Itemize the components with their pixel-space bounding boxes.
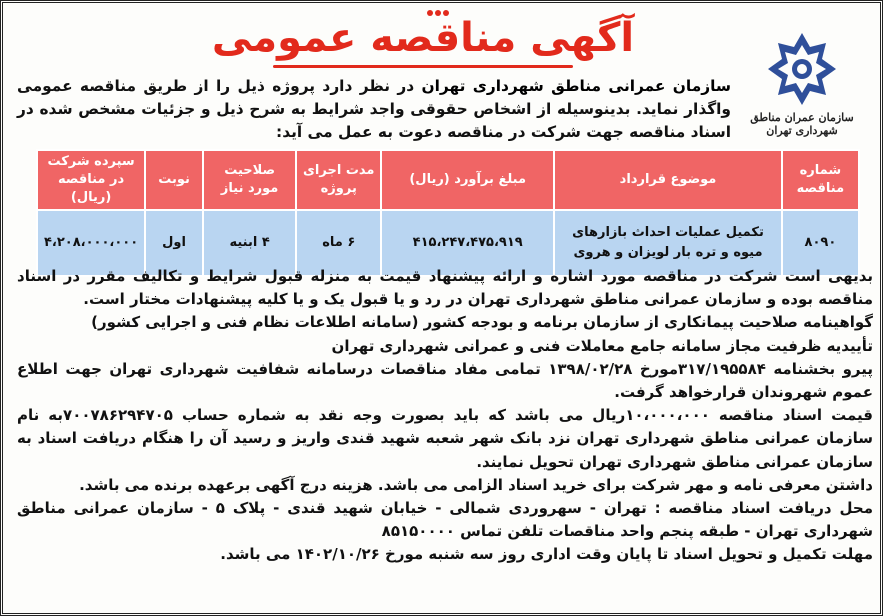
header-qualification: صلاحیت مورد نیاز bbox=[203, 150, 296, 210]
body-paragraph-conditions: بدیهی است شرکت در مناقصه مورد اشاره و ارائه پیشنهاد قیمت به منزله قبول شرایط و تکالیف مقرر در اسناد مناقصه بوده و سازمان عمرانی مناطق شهرداری تهران در رد و یا قبول یک و یا کلیه پیشنهادات مختار است. bbox=[17, 267, 873, 309]
cell-deposit: ۴،۲۰۸،۰۰۰،۰۰۰ bbox=[37, 210, 145, 276]
header-duration: مدت اجرای پروژه bbox=[296, 150, 381, 210]
organization-logo bbox=[738, 27, 866, 137]
body-paragraph-certificate: گواهینامه صلاحیت پیمانکاری از سازمان برنامه و بودجه کشور (سامانه اطلاعات نظام فنی و اجرایی کشور) bbox=[91, 313, 873, 332]
header-subject: موضوع قرارداد bbox=[554, 150, 782, 210]
body-paragraph-requirements: داشتن معرفی نامه و مهر شرکت برای خرید اسناد الزامی می باشد. هزینه درج آگهی برعهده برنده می باشد. bbox=[79, 475, 873, 494]
header-number: شماره مناقصه bbox=[782, 150, 859, 210]
page-title: آگهی مناقصه عمومی bbox=[211, 15, 635, 61]
notice-body bbox=[17, 265, 873, 567]
intro-paragraph bbox=[17, 75, 731, 144]
cell-round: اول bbox=[145, 210, 203, 276]
intro-organization: سازمان عمرانی مناطق شهرداری تهران bbox=[421, 77, 731, 95]
cell-duration: ۶ ماه bbox=[296, 210, 381, 276]
cell-subject: تکمیل عملیات احداث بازارهای میوه و تره بار لویزان و هروی bbox=[554, 210, 782, 276]
header-estimate: مبلغ برآورد (ریال) bbox=[381, 150, 554, 210]
logo-caption: سازمان عمران مناطق شهرداری تهران bbox=[750, 111, 854, 137]
body-paragraph-address: محل دریافت اسناد مناقصه : تهران - سهروردی شمالی - خیابان شهید قندی - پلاک ۵ - سازمان عمرانی مناطق شهرداری تهران - طبقه پنجم واحد مناقصات تلفن تماس ۸۵۱۵۰۰۰۰ bbox=[17, 499, 873, 541]
logo-emblem-icon bbox=[738, 27, 866, 113]
intro-text: در نظر دارد پروژه ذیل را از طریق مناقصه عمومی واگذار نماید. بدینوسیله از اشخاص حقوقی واجد شرایط به شرح ذیل و جزئیات مشخص شده در اسناد مناقصه جهت شرکت در مناقصه دعوت به عمل می آید: bbox=[17, 77, 731, 141]
table-header-row bbox=[37, 150, 859, 210]
body-paragraph-capacity: تأییدیه ظرفیت مجاز سامانه جامع معاملات فنی و عمرانی شهرداری تهران bbox=[331, 336, 873, 355]
cell-number: ۸۰۹۰ bbox=[782, 210, 859, 276]
body-paragraph-deadline: مهلت تکمیل و تحویل اسناد تا پایان وقت اداری روز سه شنبه مورخ ۱۴۰۲/۱۰/۲۶ می باشد. bbox=[220, 545, 873, 564]
title-underline bbox=[273, 65, 573, 68]
cell-estimate: ۴۱۵،۲۴۷،۴۷۵،۹۱۹ bbox=[381, 210, 554, 276]
tender-table bbox=[36, 149, 860, 277]
body-paragraph-transparency: پیرو بخشنامه ۳۱۷/۱۹۵۵۸۴مورخ ۱۳۹۸/۰۲/۲۸ تمامی مفاد مناقصات درسامانه شفافیت شهرداری تهران جهت اطلاع عموم شهروندان قرارخواهد گرفت. bbox=[17, 359, 873, 402]
cell-qualification: ۴ ابنیه bbox=[203, 210, 296, 276]
body-paragraph-document-price: قیمت اسناد مناقصه ۱۰،۰۰۰،۰۰۰ریال می باشد که باید بصورت وجه نقد به شماره حساب ۷۰۰۷۸۶۲۹۴۷۰۵به نام سازمان عمرانی مناطق شهرداری تهران نزد بانک شهر شعبه شهید قندی واریز و رسید آن را هنگام دریافت اسناد به سازمان عمرانی مناطق شهرداری تهران تحویل نمایند. bbox=[17, 406, 873, 471]
title-area bbox=[203, 7, 643, 69]
header-deposit: سپرده شرکت در مناقصه (ریال) bbox=[37, 150, 145, 210]
header-round: نوبت bbox=[145, 150, 203, 210]
